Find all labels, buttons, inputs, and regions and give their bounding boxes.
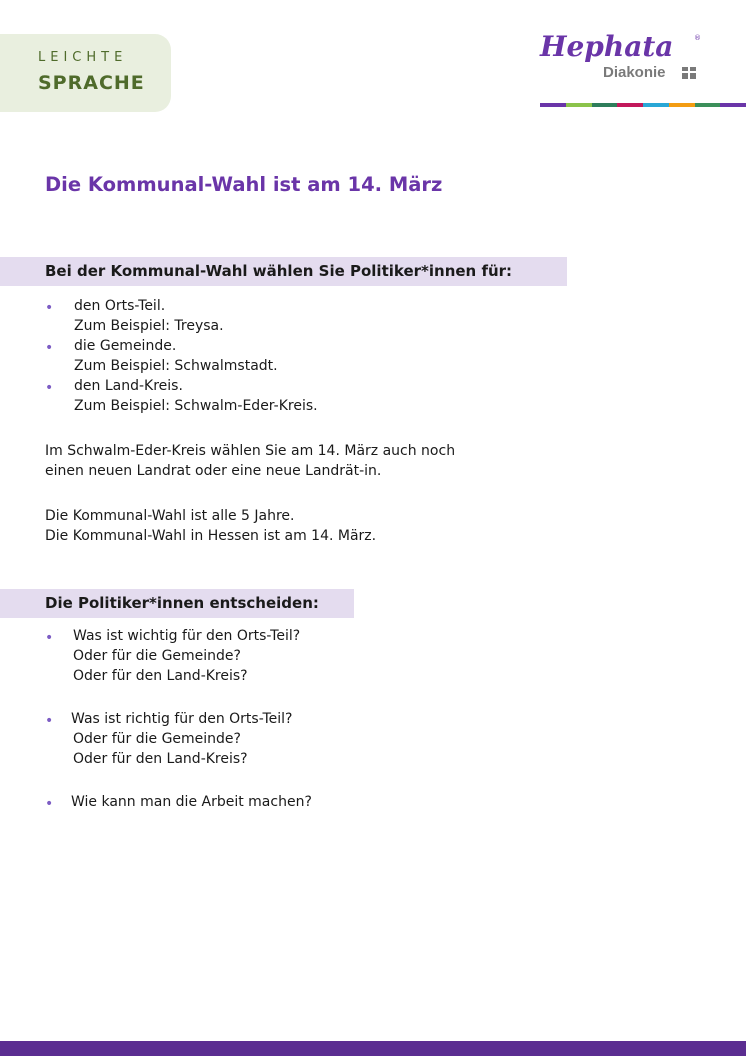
- easy-language-badge: [0, 34, 171, 112]
- paragraph-line: einen neuen Landrat oder eine neue Landrät-in.: [45, 463, 382, 479]
- list-item-example: Zum Beispiel: Schwalm-Eder-Kreis.: [74, 398, 318, 414]
- logo-color-segment: [617, 103, 643, 107]
- section-2-heading: Die Politiker*innen entscheiden:: [45, 594, 319, 612]
- footer-bar: [0, 1041, 746, 1056]
- list-bullet: •: [45, 630, 54, 646]
- list-item-line: die Gemeinde.: [74, 338, 177, 354]
- logo-wordmark: Hephata: [540, 30, 674, 63]
- badge-line-2: SPRACHE: [38, 72, 145, 94]
- list-item-line: Wie kann man die Arbeit machen?: [71, 794, 312, 810]
- list-item-line: den Orts-Teil.: [74, 298, 166, 314]
- paragraph-line: Im Schwalm-Eder-Kreis wählen Sie am 14. März auch noch: [45, 443, 456, 459]
- list-item-line: Was ist wichtig für den Orts-Teil?: [73, 628, 301, 644]
- list-item-example: Zum Beispiel: Schwalmstadt.: [74, 358, 278, 374]
- paragraph-line: Die Kommunal-Wahl ist alle 5 Jahre.: [45, 508, 295, 524]
- logo-color-segment: [695, 103, 721, 107]
- list-bullet: •: [45, 300, 54, 316]
- list-bullet: •: [45, 796, 54, 812]
- diakonie-cross-icon: [682, 67, 696, 79]
- list-item-line: Oder für die Gemeinde?: [73, 731, 241, 747]
- logo-subtitle: Diakonie: [603, 64, 666, 81]
- list-item-line: Was ist richtig für den Orts-Teil?: [71, 711, 293, 727]
- list-item-line: den Land-Kreis.: [74, 378, 183, 394]
- list-item-example: Zum Beispiel: Treysa.: [74, 318, 224, 334]
- logo-color-segment: [592, 103, 618, 107]
- logo-color-segment: [540, 103, 566, 107]
- badge-line-1: LEICHTE: [38, 50, 128, 65]
- logo-color-bar: [540, 103, 746, 107]
- logo-color-segment: [669, 103, 695, 107]
- logo-color-segment: [720, 103, 746, 107]
- hephata-diakonie-logo: [540, 30, 746, 110]
- section-1-heading-band: [0, 257, 567, 286]
- list-bullet: •: [45, 340, 54, 356]
- page-title: Die Kommunal-Wahl ist am 14. März: [45, 173, 443, 196]
- section-2-heading-band: [0, 589, 354, 618]
- list-bullet: •: [45, 380, 54, 396]
- logo-color-segment: [566, 103, 592, 107]
- paragraph-line: Die Kommunal-Wahl in Hessen ist am 14. März.: [45, 528, 377, 544]
- list-item-line: Oder für den Land-Kreis?: [73, 668, 248, 684]
- logo-registered-mark: ®: [694, 34, 701, 42]
- list-item-line: Oder für den Land-Kreis?: [73, 751, 248, 767]
- list-item-line: Oder für die Gemeinde?: [73, 648, 241, 664]
- logo-color-segment: [643, 103, 669, 107]
- section-1-heading: Bei der Kommunal-Wahl wählen Sie Politiker*innen für:: [45, 262, 513, 280]
- list-bullet: •: [45, 713, 54, 729]
